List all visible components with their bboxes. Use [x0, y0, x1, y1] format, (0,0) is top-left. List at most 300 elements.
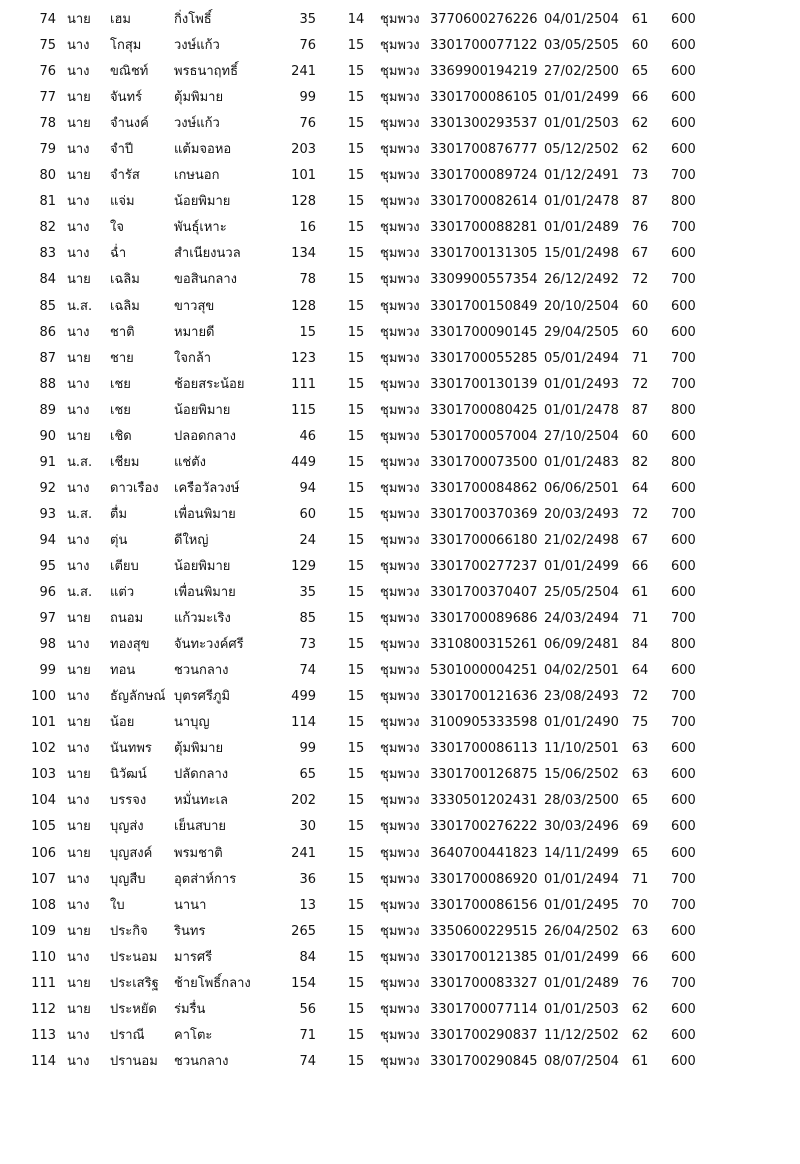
- village-name: ชุมพวง: [380, 376, 420, 392]
- row-number: 80: [39, 168, 56, 184]
- row-number: 99: [39, 663, 56, 679]
- village-name: ชุมพวง: [380, 975, 420, 991]
- moo-number: 15: [347, 585, 365, 601]
- citizen-id: 3301300293537: [430, 116, 538, 132]
- first-name: เตียบ: [110, 558, 139, 574]
- allowance-amount: 700: [671, 871, 696, 887]
- citizen-id: 3301700055285: [430, 350, 538, 366]
- name-title: นาย: [67, 845, 91, 861]
- allowance-amount: 600: [671, 1027, 696, 1043]
- moo-number: 15: [347, 480, 365, 496]
- table-row: [0, 294, 800, 320]
- allowance-amount: 700: [671, 689, 696, 705]
- first-name: ประกิจ: [110, 923, 148, 939]
- table-row: [0, 528, 800, 554]
- first-name: บุญสืบ: [110, 871, 146, 887]
- name-title: นาย: [67, 819, 91, 835]
- citizen-id: 3301700066180: [430, 532, 538, 548]
- first-name: ประนอม: [110, 949, 158, 965]
- village-name: ชุมพวง: [380, 38, 420, 54]
- name-title: นาง: [67, 38, 90, 54]
- age: 87: [631, 402, 649, 418]
- table-row: [0, 606, 800, 632]
- birth-date: 23/08/2493: [544, 689, 619, 705]
- table-row: [0, 632, 800, 658]
- house-number: 123: [291, 350, 316, 366]
- name-title: น.ส.: [67, 298, 93, 314]
- village-name: ชุมพวง: [380, 194, 420, 210]
- age: 65: [631, 64, 649, 80]
- name-title: นาย: [67, 767, 91, 783]
- allowance-amount: 600: [671, 324, 696, 340]
- last-name: มารศรี: [174, 949, 213, 965]
- age: 84: [631, 637, 649, 653]
- age: 70: [631, 897, 649, 913]
- row-number: 111: [31, 975, 56, 991]
- birth-date: 03/05/2505: [544, 38, 619, 54]
- age: 66: [631, 558, 649, 574]
- name-title: น.ส.: [67, 506, 93, 522]
- first-name: บรรจง: [110, 793, 147, 809]
- age: 67: [631, 532, 649, 548]
- birth-date: 01/01/2483: [544, 454, 619, 470]
- village-name: ชุมพวง: [380, 1053, 420, 1069]
- citizen-id: 3301700082614: [430, 194, 538, 210]
- citizen-id: 3301700876777: [430, 142, 538, 158]
- row-number: 82: [39, 220, 56, 236]
- age: 60: [631, 428, 649, 444]
- first-name: ดาวเรือง: [110, 480, 159, 496]
- birth-date: 01/01/2493: [544, 376, 619, 392]
- birth-date: 08/07/2504: [544, 1053, 619, 1069]
- house-number: 129: [291, 558, 316, 574]
- last-name: ตุ้มพิมาย: [174, 741, 224, 757]
- moo-number: 15: [347, 142, 365, 158]
- citizen-id: 3309900557354: [430, 272, 538, 288]
- first-name: ปรานอม: [110, 1053, 158, 1069]
- birth-date: 01/01/2478: [544, 402, 619, 418]
- village-name: ชุมพวง: [380, 611, 420, 627]
- village-name: ชุมพวง: [380, 741, 420, 757]
- moo-number: 14: [347, 12, 365, 27]
- row-number: 89: [39, 402, 56, 418]
- house-number: 241: [291, 64, 316, 80]
- house-number: 24: [299, 532, 316, 548]
- birth-date: 01/01/2490: [544, 715, 619, 731]
- name-title: นาง: [67, 558, 90, 574]
- table-row: [0, 788, 800, 814]
- house-number: 241: [291, 845, 316, 861]
- house-number: 76: [299, 38, 316, 54]
- age: 62: [631, 1027, 649, 1043]
- table-row: [0, 372, 800, 398]
- moo-number: 15: [347, 402, 365, 418]
- last-name: ชวนกลาง: [174, 1053, 229, 1069]
- table-row: [0, 684, 800, 710]
- name-title: นาย: [67, 1001, 91, 1017]
- first-name: ประเสริฐ: [110, 975, 159, 991]
- row-number: 77: [39, 90, 56, 106]
- birth-date: 26/12/2492: [544, 272, 619, 288]
- row-number: 76: [39, 64, 56, 80]
- last-name: กิ่งโพธิ์: [174, 12, 212, 27]
- allowance-amount: 600: [671, 819, 696, 835]
- house-number: 36: [299, 871, 316, 887]
- last-name: ขาวสุข: [174, 298, 215, 314]
- citizen-id: 3301700089686: [430, 611, 538, 627]
- row-number: 109: [31, 923, 56, 939]
- row-number: 81: [39, 194, 56, 210]
- village-name: ชุมพวง: [380, 715, 420, 731]
- citizen-id: 3301700089724: [430, 168, 538, 184]
- name-title: นาง: [67, 871, 90, 887]
- age: 72: [631, 506, 649, 522]
- allowance-amount: 600: [671, 428, 696, 444]
- last-name: น้อยพิมาย: [174, 558, 231, 574]
- village-name: ชุมพวง: [380, 871, 420, 887]
- citizen-id: 3330501202431: [430, 793, 538, 809]
- last-name: วงษ์แก้ว: [174, 38, 220, 54]
- village-name: ชุมพวง: [380, 298, 420, 314]
- birth-date: 20/03/2493: [544, 506, 619, 522]
- house-number: 101: [291, 168, 316, 184]
- birth-date: 01/01/2489: [544, 220, 619, 236]
- age: 64: [631, 480, 649, 496]
- moo-number: 15: [347, 532, 365, 548]
- allowance-amount: 600: [671, 741, 696, 757]
- allowance-amount: 600: [671, 298, 696, 314]
- moo-number: 15: [347, 1053, 365, 1069]
- first-name: จันทร์: [110, 90, 143, 106]
- table-row: [0, 398, 800, 424]
- citizen-id: 5301700057004: [430, 428, 538, 444]
- last-name: เพื่อนพิมาย: [174, 585, 236, 601]
- village-name: ชุมพวง: [380, 532, 420, 548]
- age: 66: [631, 949, 649, 965]
- name-title: นาง: [67, 793, 90, 809]
- citizen-id: 3301700077114: [430, 1001, 538, 1017]
- last-name: บุตรศรีภูมิ: [174, 689, 231, 705]
- moo-number: 15: [347, 741, 365, 757]
- row-number: 97: [39, 611, 56, 627]
- house-number: 78: [299, 272, 316, 288]
- village-name: ชุมพวง: [380, 845, 420, 861]
- age: 71: [631, 611, 649, 627]
- allowance-amount: 700: [671, 897, 696, 913]
- birth-date: 27/10/2504: [544, 428, 619, 444]
- house-number: 202: [291, 793, 316, 809]
- allowance-amount: 600: [671, 90, 696, 106]
- first-name: ปราณี: [110, 1027, 145, 1043]
- citizen-id: 3301700370369: [430, 506, 538, 522]
- moo-number: 15: [347, 116, 365, 132]
- allowance-amount: 600: [671, 532, 696, 548]
- name-title: นาย: [67, 975, 91, 991]
- first-name: ทองสุข: [110, 637, 150, 653]
- birth-date: 05/12/2502: [544, 142, 619, 158]
- first-name: ชาย: [110, 350, 134, 366]
- birth-date: 14/11/2499: [544, 845, 619, 861]
- first-name: นันทพร: [110, 741, 152, 757]
- birth-date: 04/01/2504: [544, 12, 619, 27]
- last-name: ใจกล้า: [174, 350, 212, 366]
- birth-date: 30/03/2496: [544, 819, 619, 835]
- birth-date: 01/01/2499: [544, 90, 619, 106]
- village-name: ชุมพวง: [380, 689, 420, 705]
- citizen-id: 3301700084862: [430, 480, 538, 496]
- moo-number: 15: [347, 350, 365, 366]
- citizen-id: 3301700121385: [430, 949, 538, 965]
- last-name: วงษ์แก้ว: [174, 116, 220, 132]
- house-number: 499: [291, 689, 316, 705]
- allowance-amount: 600: [671, 558, 696, 574]
- beneficiary-table: [0, 7, 800, 1075]
- moo-number: 15: [347, 767, 365, 783]
- table-row: [0, 762, 800, 788]
- last-name: จันทะวงค์ศรี: [174, 637, 244, 653]
- table-row: [0, 658, 800, 684]
- row-number: 93: [39, 506, 56, 522]
- row-number: 110: [31, 949, 56, 965]
- house-number: 94: [299, 480, 316, 496]
- table-row: [0, 241, 800, 267]
- name-title: นาง: [67, 637, 90, 653]
- house-number: 71: [299, 1027, 316, 1043]
- last-name: หมายดี: [174, 324, 215, 340]
- first-name: นิวัฒน์: [110, 767, 147, 783]
- allowance-amount: 700: [671, 350, 696, 366]
- first-name: บุญสงค์: [110, 845, 153, 861]
- first-name: จำนงค์: [110, 116, 149, 132]
- row-number: 88: [39, 376, 56, 392]
- moo-number: 15: [347, 949, 365, 965]
- house-number: 15: [299, 324, 316, 340]
- citizen-id: 3310800315261: [430, 637, 538, 653]
- age: 69: [631, 819, 649, 835]
- house-number: 46: [299, 428, 316, 444]
- name-title: นาง: [67, 194, 90, 210]
- name-title: นาย: [67, 663, 91, 679]
- age: 62: [631, 1001, 649, 1017]
- first-name: ตุ่น: [110, 532, 128, 548]
- row-number: 78: [39, 116, 56, 132]
- age: 73: [631, 168, 649, 184]
- citizen-id: 3301700277237: [430, 558, 538, 574]
- name-title: นาง: [67, 1053, 90, 1069]
- last-name: ร่มรื่น: [174, 1001, 206, 1017]
- first-name: ชาติ: [110, 324, 135, 340]
- age: 65: [631, 845, 649, 861]
- age: 72: [631, 376, 649, 392]
- name-title: นาง: [67, 897, 90, 913]
- village-name: ชุมพวง: [380, 585, 420, 601]
- table-row: [0, 945, 800, 971]
- table-row: [0, 215, 800, 241]
- moo-number: 15: [347, 897, 365, 913]
- village-name: ชุมพวง: [380, 637, 420, 653]
- row-number: 101: [31, 715, 56, 731]
- citizen-id: 3301700086920: [430, 871, 538, 887]
- birth-date: 05/01/2494: [544, 350, 619, 366]
- age: 62: [631, 142, 649, 158]
- birth-date: 27/02/2500: [544, 64, 619, 80]
- moo-number: 15: [347, 1027, 365, 1043]
- village-name: ชุมพวง: [380, 168, 420, 184]
- last-name: ปลอดกลาง: [174, 428, 236, 444]
- house-number: 128: [291, 194, 316, 210]
- first-name: ทอน: [110, 663, 136, 679]
- last-name: พันธุ์เหาะ: [174, 220, 227, 236]
- row-number: 84: [39, 272, 56, 288]
- age: 64: [631, 663, 649, 679]
- name-title: นาย: [67, 90, 91, 106]
- citizen-id: 3100905333598: [430, 715, 538, 731]
- first-name: บุญส่ง: [110, 819, 144, 835]
- allowance-amount: 600: [671, 663, 696, 679]
- name-title: นาง: [67, 480, 90, 496]
- row-number: 103: [31, 767, 56, 783]
- first-name: ประหยัด: [110, 1001, 157, 1017]
- allowance-amount: 600: [671, 923, 696, 939]
- age: 63: [631, 767, 649, 783]
- house-number: 56: [299, 1001, 316, 1017]
- row-number: 100: [31, 689, 56, 705]
- birth-date: 29/04/2505: [544, 324, 619, 340]
- row-number: 96: [39, 585, 56, 601]
- last-name: ชวนกลาง: [174, 663, 229, 679]
- name-title: นาง: [67, 220, 90, 236]
- age: 65: [631, 793, 649, 809]
- row-number: 90: [39, 428, 56, 444]
- village-name: ชุมพวง: [380, 897, 420, 913]
- table-row: [0, 7, 800, 33]
- citizen-id: 3301700290837: [430, 1027, 538, 1043]
- moo-number: 15: [347, 272, 365, 288]
- row-number: 74: [39, 12, 56, 27]
- citizen-id: 3301700126875: [430, 767, 538, 783]
- allowance-amount: 700: [671, 975, 696, 991]
- name-title: นาย: [67, 168, 91, 184]
- row-number: 114: [31, 1053, 56, 1069]
- birth-date: 01/01/2503: [544, 116, 619, 132]
- allowance-amount: 700: [671, 506, 696, 522]
- house-number: 65: [299, 767, 316, 783]
- birth-date: 11/12/2502: [544, 1027, 619, 1043]
- name-title: นาย: [67, 272, 91, 288]
- first-name: ธัญลักษณ์: [110, 689, 166, 705]
- table-row: [0, 59, 800, 85]
- name-title: น.ส.: [67, 585, 93, 601]
- house-number: 265: [291, 923, 316, 939]
- allowance-amount: 600: [671, 38, 696, 54]
- table-row: [0, 841, 800, 867]
- citizen-id: 3301700121636: [430, 689, 538, 705]
- moo-number: 15: [347, 454, 365, 470]
- age: 82: [631, 454, 649, 470]
- last-name: ช้อยสระน้อย: [174, 376, 245, 392]
- allowance-amount: 600: [671, 1053, 696, 1069]
- house-number: 35: [299, 585, 316, 601]
- house-number: 99: [299, 741, 316, 757]
- table-row: [0, 424, 800, 450]
- age: 71: [631, 350, 649, 366]
- first-name: จำปี: [110, 142, 134, 158]
- house-number: 76: [299, 116, 316, 132]
- citizen-id: 3301700086156: [430, 897, 538, 913]
- citizen-id: 3640700441823: [430, 845, 538, 861]
- house-number: 16: [299, 220, 316, 236]
- first-name: ตื่ม: [110, 506, 128, 522]
- moo-number: 15: [347, 1001, 365, 1017]
- allowance-amount: 700: [671, 220, 696, 236]
- first-name: ขณิชท์: [110, 64, 149, 80]
- table-row: [0, 580, 800, 606]
- table-row: [0, 502, 800, 528]
- house-number: 114: [291, 715, 316, 731]
- last-name: สำเนียงนวล: [174, 246, 241, 262]
- table-row: [0, 1049, 800, 1075]
- allowance-amount: 600: [671, 793, 696, 809]
- first-name: เชย: [110, 402, 131, 418]
- name-title: นาง: [67, 142, 90, 158]
- moo-number: 15: [347, 923, 365, 939]
- citizen-id: 3350600229515: [430, 923, 538, 939]
- table-row: [0, 971, 800, 997]
- moo-number: 15: [347, 38, 365, 54]
- name-title: นาย: [67, 428, 91, 444]
- village-name: ชุมพวง: [380, 324, 420, 340]
- name-title: นาง: [67, 376, 90, 392]
- village-name: ชุมพวง: [380, 116, 420, 132]
- birth-date: 01/01/2489: [544, 975, 619, 991]
- moo-number: 15: [347, 376, 365, 392]
- birth-date: 24/03/2494: [544, 611, 619, 627]
- table-row: [0, 85, 800, 111]
- table-row: [0, 893, 800, 919]
- allowance-amount: 600: [671, 64, 696, 80]
- birth-date: 15/06/2502: [544, 767, 619, 783]
- village-name: ชุมพวง: [380, 350, 420, 366]
- first-name: จำรัส: [110, 168, 140, 184]
- name-title: นาย: [67, 12, 91, 27]
- name-title: นาง: [67, 1027, 90, 1043]
- last-name: แต้มจอหอ: [174, 142, 232, 158]
- age: 62: [631, 116, 649, 132]
- name-title: นาง: [67, 949, 90, 965]
- age: 87: [631, 194, 649, 210]
- house-number: 84: [299, 949, 316, 965]
- citizen-id: 3301700086105: [430, 90, 538, 106]
- table-row: [0, 814, 800, 840]
- allowance-amount: 600: [671, 246, 696, 262]
- moo-number: 15: [347, 506, 365, 522]
- name-title: นาย: [67, 350, 91, 366]
- birth-date: 01/01/2478: [544, 194, 619, 210]
- row-number: 112: [31, 1001, 56, 1017]
- first-name: ใบ: [110, 897, 125, 913]
- village-name: ชุมพวง: [380, 90, 420, 106]
- moo-number: 15: [347, 220, 365, 236]
- first-name: ถนอม: [110, 611, 144, 627]
- allowance-amount: 600: [671, 142, 696, 158]
- village-name: ชุมพวง: [380, 923, 420, 939]
- table-row: [0, 1023, 800, 1049]
- moo-number: 15: [347, 64, 365, 80]
- village-name: ชุมพวง: [380, 767, 420, 783]
- table-row: [0, 189, 800, 215]
- first-name: เฉลิม: [110, 272, 140, 288]
- moo-number: 15: [347, 90, 365, 106]
